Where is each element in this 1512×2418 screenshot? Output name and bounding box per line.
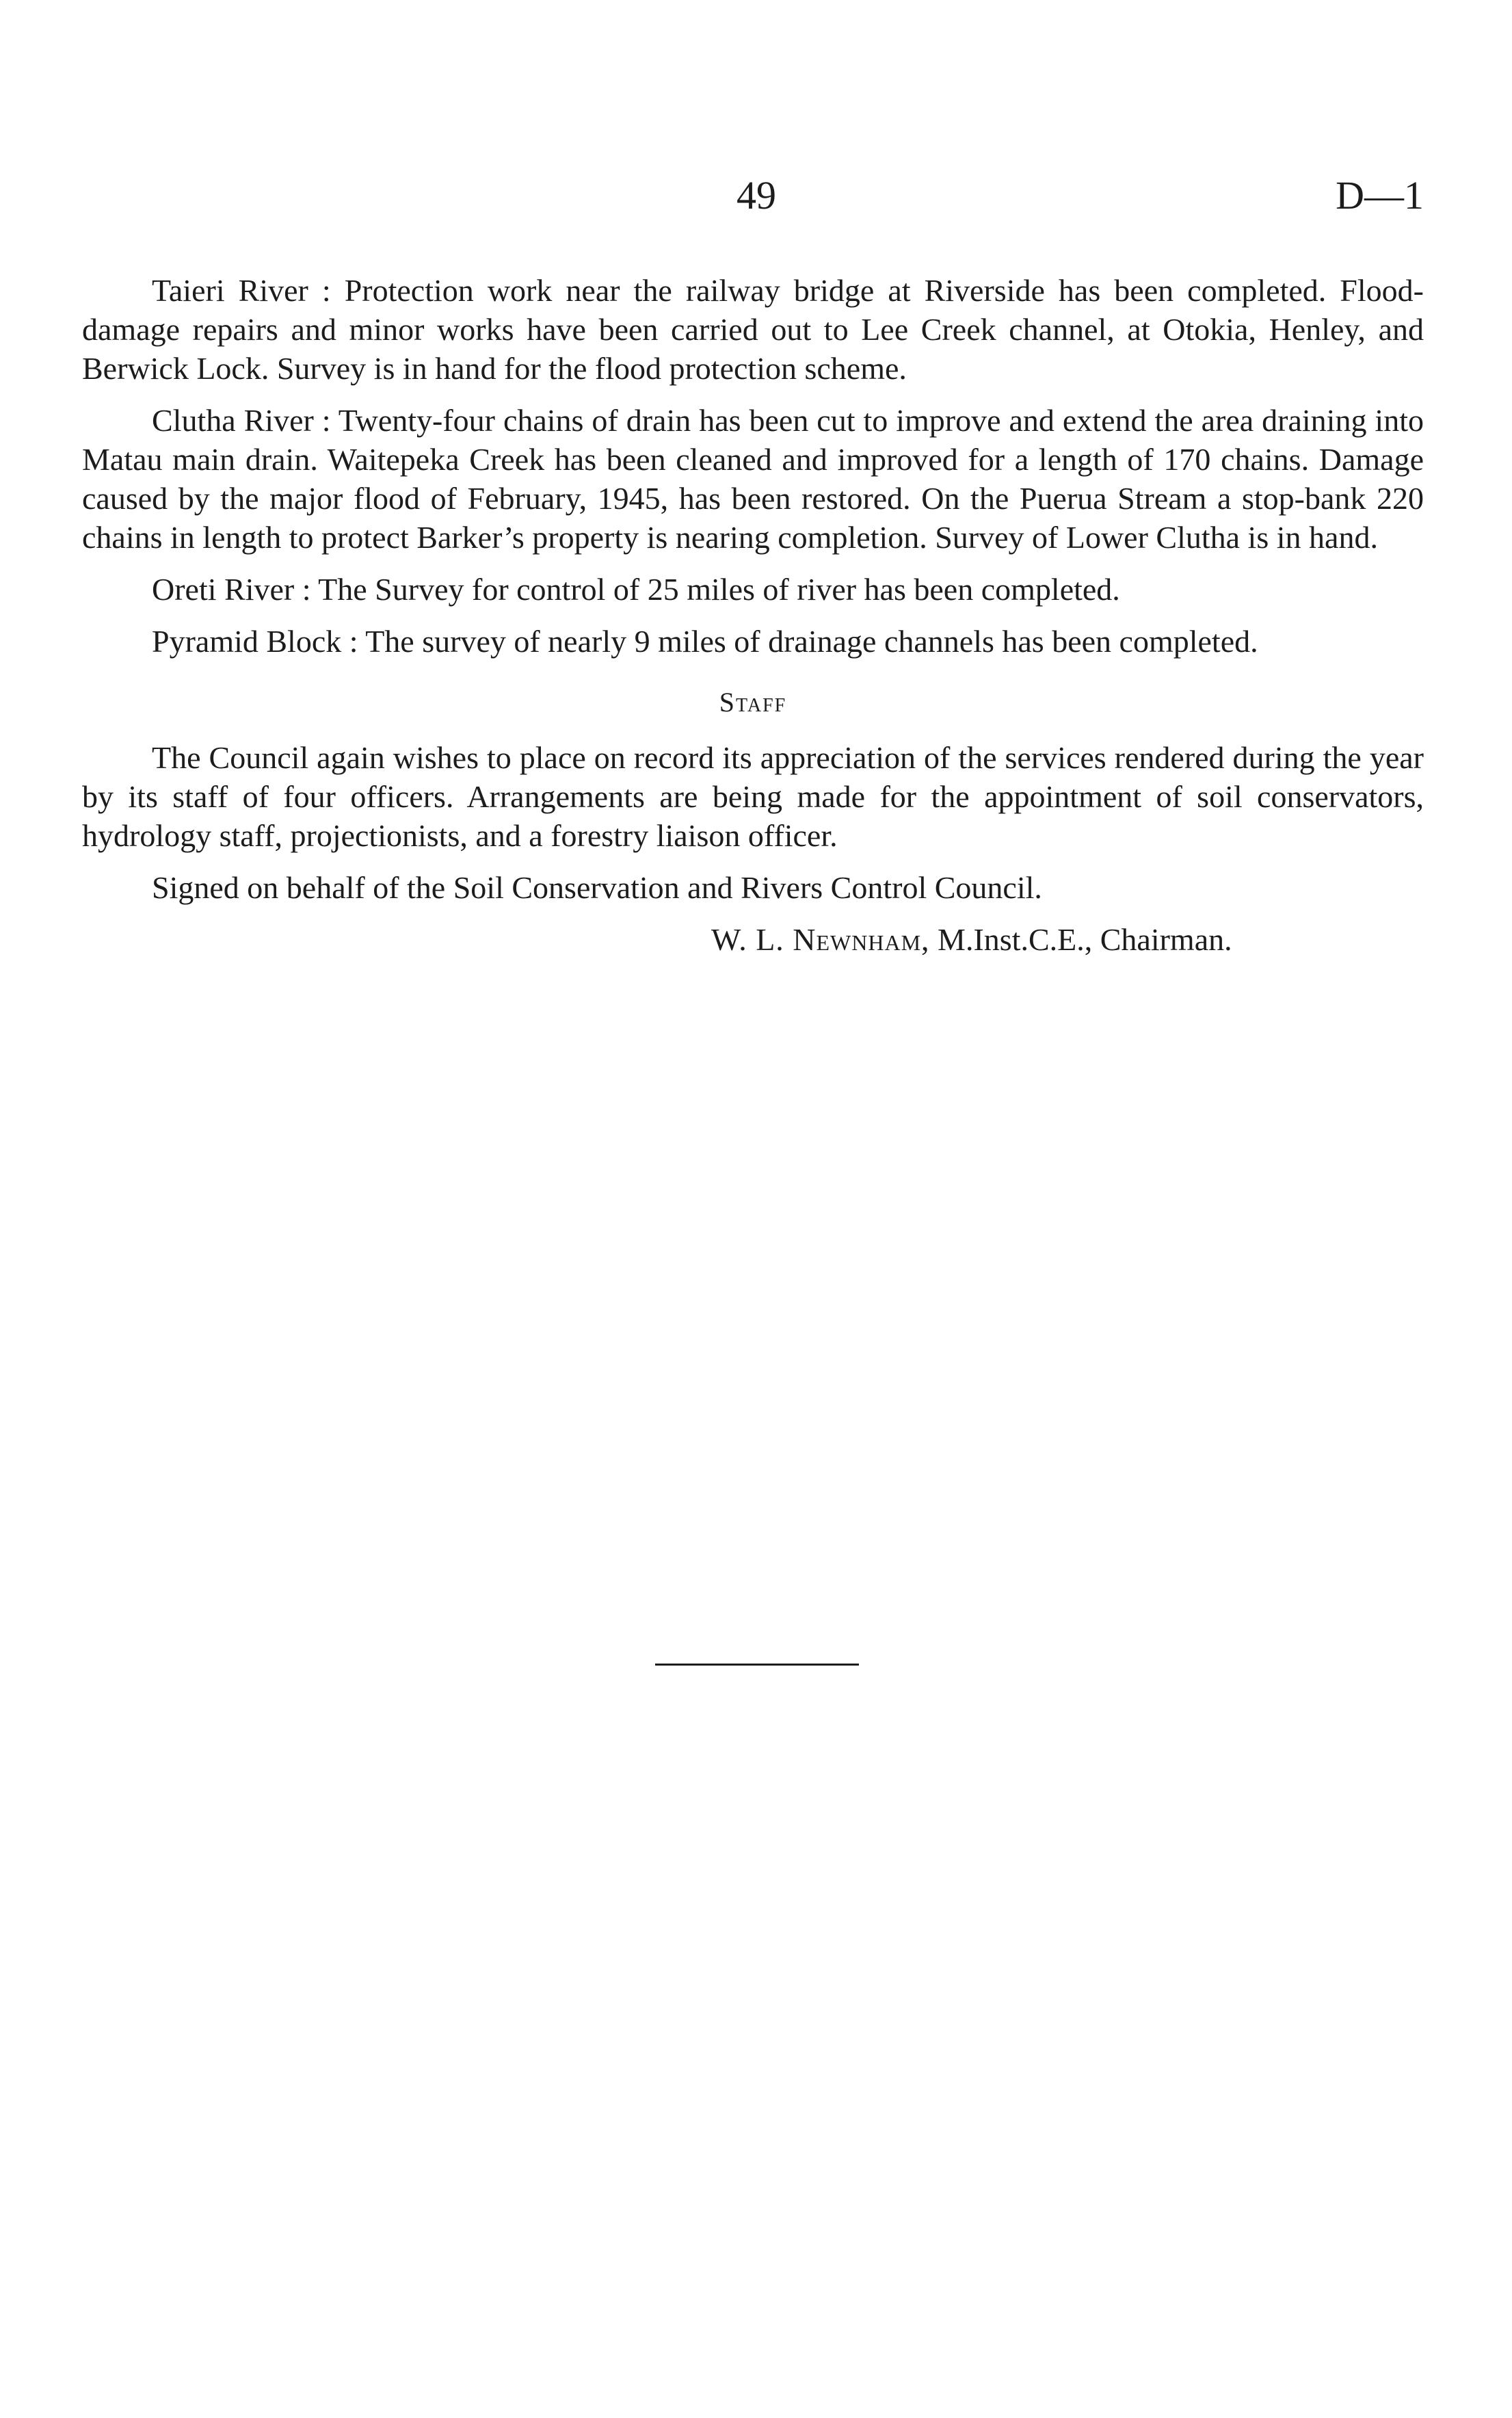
paragraph-taieri-river: Taieri River : Protection work near the railway bridge at Riverside has been completed. Flood-damage repairs and minor works have been carried out to Lee Creek channel, at Otokia, Henley, and Berwick Lock. Survey is in hand for the flood protection scheme.: [82, 273, 1424, 386]
section-heading-staff: Staff: [719, 687, 787, 718]
document-code: D—1: [1336, 173, 1424, 218]
document-body: [82, 271, 1424, 959]
paragraph-oreti-river: Oreti River : The Survey for control of 25 miles of river has been completed.: [152, 572, 1120, 607]
signature-title: M.Inst.C.E., Chairman.: [929, 922, 1232, 957]
page-header: [82, 172, 1431, 234]
paragraph-staff: The Council again wishes to place on record its appreciation of the services rendered during the year by its staff of four officers. Arrangements are being made for the appointment of soil conservators, hydrology staff, projectionists, and a forestry liaison officer.: [82, 740, 1424, 853]
signature-block: [82, 920, 1424, 959]
closing-rule: [655, 1664, 859, 1666]
paragraph-clutha-river: Clutha River : Twenty-four chains of drain has been cut to improve and extend the area draining into Matau main drain. Waitepeka Creek has been cleaned and improved for a length of 170 chains. Damage caused by the major flood of February, 1945, has been restored. On the Puerua Stream a stop-bank 220 chains in length to protect Barker’s property is nearing completion. Survey of Lower Clutha is in hand.: [82, 403, 1424, 555]
paragraph-pyramid-block: Pyramid Block : The survey of nearly 9 miles of drainage channels has been completed.: [152, 624, 1258, 659]
signed-on-behalf-line: Signed on behalf of the Soil Conservation and Rivers Control Council.: [152, 870, 1042, 905]
page-number: 49: [737, 173, 776, 218]
signature-name: W. L. Newnham,: [711, 922, 930, 957]
